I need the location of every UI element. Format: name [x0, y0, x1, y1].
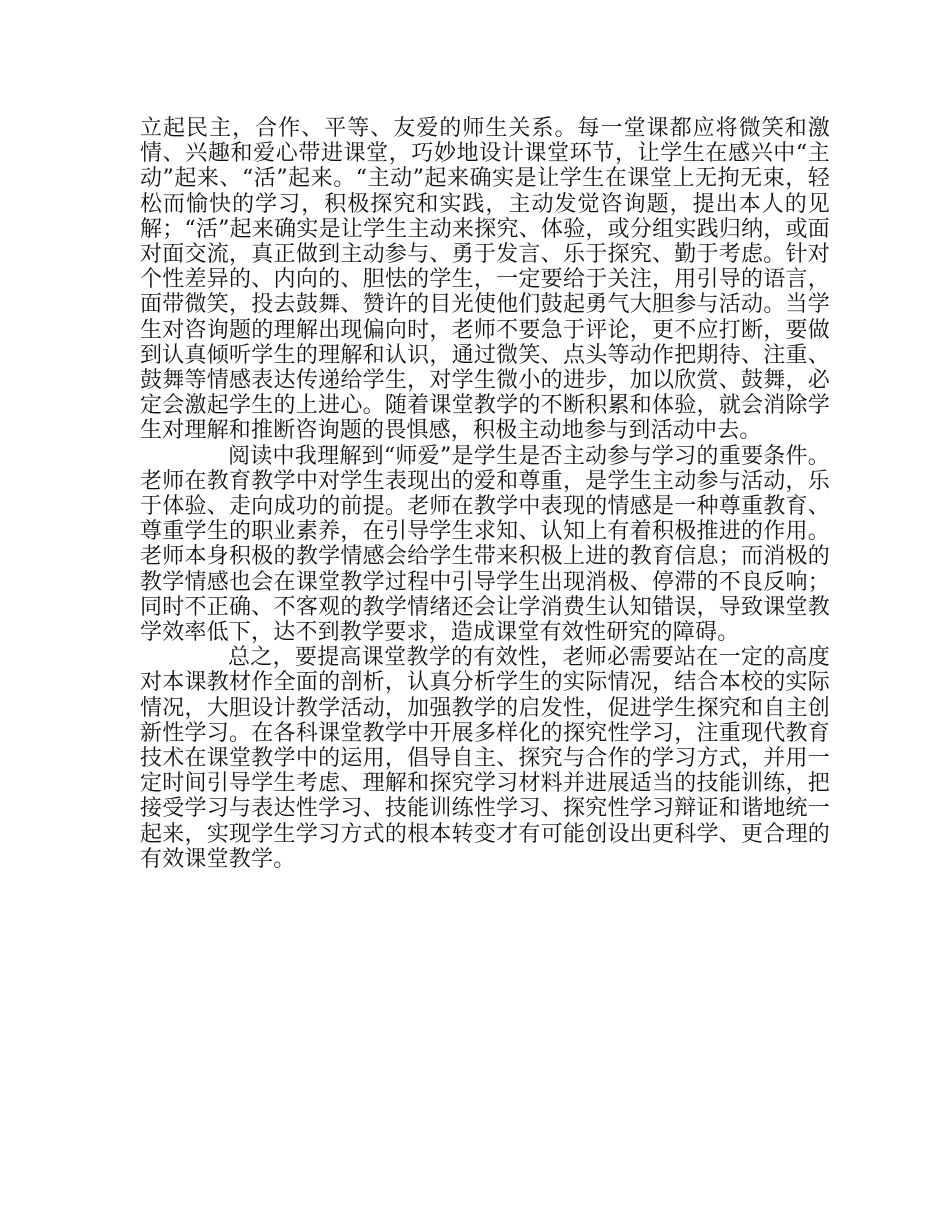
- paragraph-1: 立起民主，合作、平等、友爱的师生关系。每一堂课都应将微笑和激情、兴趣和爱心带进课堂，巧妙地设计课堂环节，让学生在感兴中“主动”起来、“活”起来。“主动”起来确实是让学生在课堂上无拘无束，轻松而愉快的学习，积极探究和实践，主动发觉咨询题，提出本人的见解；“活”起来确实是让学生主动来探究、体验，或分组实践归纳，或面对面交流，真正做到主动参与、勇于发言、乐于探究、勤于考虑。针对个性差异的、内向的、胆怯的学生，一定要给于关注，用引导的语言，面带微笑，投去鼓舞、赞许的目光使他们鼓起勇气大胆参与活动。当学生对咨询题的理解出现偏向时，老师不要急于评论，更不应打断，要做到认真倾听学生的理解和认识，通过微笑、点头等动作把期待、注重、鼓舞等情感表达传递给学生，对学生微小的进步，加以欣赏、鼓舞，必定会激起学生的上进心。随着课堂教学的不断积累和体验，就会消除学生对理解和推断咨询题的畏惧感，积极主动地参与到活动中去。: [140, 116, 830, 444]
- body-text: [140, 116, 830, 872]
- paragraph-3: 总之，要提高课堂教学的有效性，老师必需要站在一定的高度对本课教材作全面的剖析，认真分析学生的实际情况，结合本校的实际情况，大胆设计教学活动，加强教学的启发性，促进学生探究和自主创新性学习。在各科课堂教学中开展多样化的探究性学习，注重现代教育技术在课堂教学中的运用，倡导自主、探究与合作的学习方式，并用一定时间引导学生考虑、理解和探究学习材料并进展适当的技能训练，把接受学习与表达性学习、技能训练性学习、探究性学习辩证和谐地统一起来，实现学生学习方式的根本转变才有可能创设出更科学、更合理的有效课堂教学。: [140, 645, 830, 872]
- paragraph-2: 阅读中我理解到“师爱”是学生是否主动参与学习的重要条件。老师在教育教学中对学生表现出的爱和尊重，是学生主动参与活动，乐于体验、走向成功的前提。老师在教学中表现的情感是一种尊重教育、尊重学生的职业素养，在引导学生求知、认知上有着积极推进的作用。老师本身积极的教学情感会给学生带来积极上进的教育信息；而消极的教学情感也会在课堂教学过程中引导学生出现消极、停滞的不良反响；同时不正确、不客观的教学情绪还会让学消费生认知错误，导致课堂教学效率低下，达不到教学要求，造成课堂有效性研究的障碍。: [140, 443, 830, 646]
